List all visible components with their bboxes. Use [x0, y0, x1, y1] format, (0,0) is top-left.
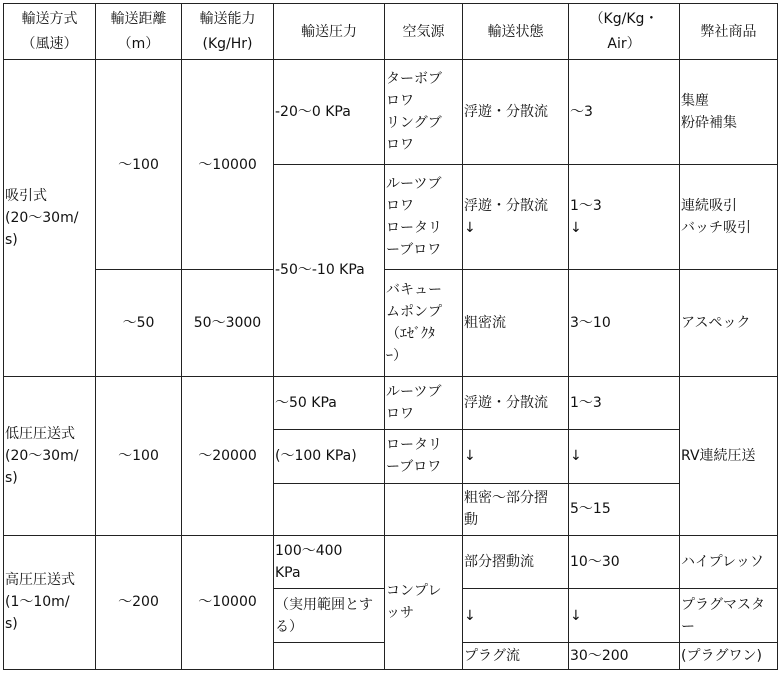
header-ratio: （Kg/Kg・ Air） [569, 4, 680, 60]
header-air-source: 空気源 [385, 4, 463, 60]
suction-state-2-cell: 浮遊・分散流 ↓ [463, 165, 569, 270]
high-state-2-cell: ↓ [463, 589, 569, 642]
suction-ratio-2-cell: 1〜3 ↓ [569, 165, 680, 270]
suction-method-cell: 吸引式 (20〜30m/ s) [4, 60, 96, 376]
low-state-2-cell: ↓ [463, 430, 569, 483]
high-ratio-3-cell: 30〜200 [569, 642, 680, 669]
header-row [4, 4, 778, 60]
suction-capacity-short-cell: 50〜3000 [182, 269, 274, 376]
high-pressure-3-cell [274, 642, 385, 669]
high-product-1-cell: ハイプレッソ [680, 535, 778, 588]
header-products: 弊社商品 [680, 4, 778, 60]
suction-pressure-2-cell: -50〜-10 KPa [274, 165, 385, 377]
suction-air-3-cell: バキュー ムポンプ （ｴｾﾞｸﾀ ｰ） [385, 269, 463, 376]
table-row [4, 60, 778, 165]
suction-ratio-1-cell: 〜3 [569, 60, 680, 165]
suction-product-3-cell: アスペック [680, 269, 778, 376]
suction-product-1-cell: 集塵 粉砕補集 [680, 60, 778, 165]
header-distance: 輸送距離 （m） [96, 4, 182, 60]
low-air-1-cell: ルーツブ ロワ [385, 376, 463, 429]
high-ratio-2-cell: ↓ [569, 589, 680, 642]
suction-ratio-3-cell: 3〜10 [569, 269, 680, 376]
low-capacity-cell: 〜20000 [182, 376, 274, 535]
high-air-cell: コンプレ ッサ [385, 535, 463, 669]
suction-product-2-cell: 連続吸引 バッチ吸引 [680, 165, 778, 270]
low-distance-cell: 〜100 [96, 376, 182, 535]
low-pressure-2-cell: (〜100 KPa) [274, 430, 385, 483]
low-ratio-2-cell: ↓ [569, 430, 680, 483]
low-product-cell: RV連続圧送 [680, 376, 778, 535]
suction-distance-short-cell: 〜50 [96, 269, 182, 376]
high-capacity-cell: 〜10000 [182, 535, 274, 669]
suction-air-1-cell: ターボブ ロワ リングブ ロワ [385, 60, 463, 165]
low-state-1-cell: 浮遊・分散流 [463, 376, 569, 429]
conveying-spec-table [3, 3, 778, 670]
table-row [4, 376, 778, 429]
suction-pressure-1-cell: -20〜0 KPa [274, 60, 385, 165]
header-method: 輸送方式 （風速） [4, 4, 96, 60]
high-pressure-2-cell: （実用範囲とす る） [274, 589, 385, 642]
low-state-3-cell: 粗密〜部分摺 動 [463, 483, 569, 535]
low-pressure-1-cell: 〜50 KPa [274, 376, 385, 429]
table-row [4, 535, 778, 588]
table-row [4, 269, 778, 376]
header-pressure: 輸送圧力 [274, 4, 385, 60]
high-ratio-1-cell: 10〜30 [569, 535, 680, 588]
low-air-3-cell [385, 483, 463, 535]
high-product-2-cell: プラグマスタ ー [680, 589, 778, 642]
suction-state-1-cell: 浮遊・分散流 [463, 60, 569, 165]
low-ratio-3-cell: 5〜15 [569, 483, 680, 535]
suction-state-3-cell: 粗密流 [463, 269, 569, 376]
suction-distance-long-cell: 〜100 [96, 60, 182, 270]
high-distance-cell: 〜200 [96, 535, 182, 669]
low-air-2-cell: ロータリ ーブロワ [385, 430, 463, 483]
suction-air-2-cell: ルーツブ ロワ ロータリ ーブロワ [385, 165, 463, 270]
low-pressure-3-cell [274, 483, 385, 535]
high-state-1-cell: 部分摺動流 [463, 535, 569, 588]
low-method-cell: 低圧圧送式 (20〜30m/ s) [4, 376, 96, 535]
suction-capacity-long-cell: 〜10000 [182, 60, 274, 270]
high-method-cell: 高圧圧送式 (1〜10m/ s) [4, 535, 96, 669]
high-product-3-cell: (プラグワン) [680, 642, 778, 669]
low-ratio-1-cell: 1〜3 [569, 376, 680, 429]
header-capacity: 輸送能力 (Kg/Hr) [182, 4, 274, 60]
high-state-3-cell: プラグ流 [463, 642, 569, 669]
high-pressure-1-cell: 100〜400 KPa [274, 535, 385, 588]
header-state: 輸送状態 [463, 4, 569, 60]
